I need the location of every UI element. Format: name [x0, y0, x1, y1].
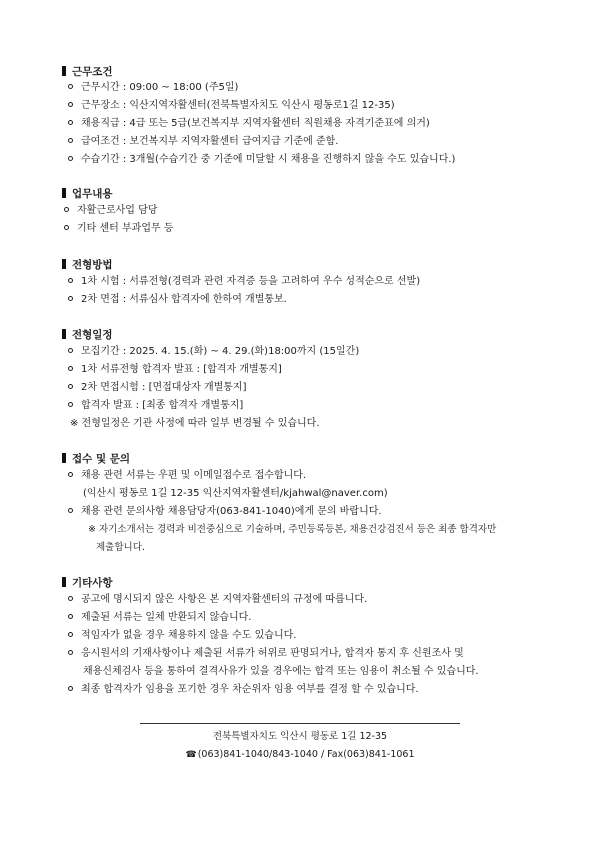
circle-bullet-icon — [68, 650, 73, 655]
square-bullet-icon — [62, 453, 66, 463]
footer-divider — [140, 723, 460, 724]
section-heading-miscellaneous — [62, 575, 113, 589]
section-heading-selection-method — [62, 257, 113, 271]
list-item — [68, 275, 420, 289]
circle-bullet-icon — [68, 278, 73, 283]
list-item-text: 제출된 서류는 일체 반환되지 않습니다. — [81, 612, 252, 623]
circle-bullet-icon — [68, 402, 73, 407]
circle-bullet-icon — [68, 366, 73, 371]
section-title: 접수 및 문의 — [72, 452, 131, 465]
list-item-text: 급여조건 : 보건복지부 지역자활센터 급여지급 기준에 준함. — [81, 136, 339, 147]
square-bullet-icon — [62, 329, 66, 339]
list-item — [64, 204, 157, 218]
footer-contact — [0, 748, 600, 762]
list-item — [68, 469, 306, 483]
list-item-text: 공고에 명시되지 않은 사항은 본 지역자활센터의 규정에 따릅니다. — [81, 594, 368, 605]
list-item — [68, 363, 282, 377]
circle-bullet-icon — [68, 596, 73, 601]
circle-bullet-icon — [64, 207, 69, 212]
circle-bullet-icon — [68, 156, 73, 161]
list-item-text: 합격자 발표 : [최종 합격자 개별통지] — [81, 400, 244, 411]
list-item — [68, 345, 359, 359]
circle-bullet-icon — [68, 84, 73, 89]
section-heading-work-conditions — [62, 64, 113, 78]
list-item-text: 1차 서류전형 합격자 발표 : [합격자 개별통지] — [81, 364, 282, 375]
list-item — [68, 683, 419, 697]
list-item-text: 수습기간 : 3개월(수습기간 중 기준에 미달할 시 채용을 진행하지 않을 수도 있습니다.) — [81, 154, 456, 165]
list-item-text: 2차 면접 : 서류심사 합격자에 한하여 개별통보. — [81, 294, 287, 305]
list-item — [68, 293, 287, 307]
list-item-text: 적임자가 없을 경우 채용하지 않을 수도 있습니다. — [81, 630, 297, 641]
circle-bullet-icon — [64, 225, 69, 230]
list-item — [68, 153, 455, 167]
list-item — [68, 117, 430, 131]
list-item — [68, 505, 382, 519]
list-item-text: 기타 센터 부과업무 등 — [77, 223, 174, 234]
list-item — [68, 593, 367, 607]
phone-icon: ☎ — [185, 750, 197, 760]
list-item — [68, 135, 338, 149]
list-item — [68, 629, 296, 643]
section-title: 전형일정 — [72, 328, 113, 341]
address-line: (익산시 평동로 1길 12-35 익산지역자활센터/kjahwal@naver.com) — [83, 488, 388, 499]
documents-note-continued: 제출합니다. — [96, 542, 145, 553]
list-item-text: 모집기간 : 2025. 4. 15.(화) ~ 4. 29.(화)18:00까지 (15일간) — [81, 346, 360, 357]
square-bullet-icon — [62, 188, 66, 198]
circle-bullet-icon — [68, 632, 73, 637]
list-item — [68, 647, 464, 661]
circle-bullet-icon — [68, 120, 73, 125]
circle-bullet-icon — [68, 102, 73, 107]
list-item-text: 채용 관련 서류는 우편 및 이메일접수로 접수합니다. — [81, 470, 307, 481]
list-item-text: 근무시간 : 09:00 ~ 18:00 (주5일) — [81, 82, 239, 93]
circle-bullet-icon — [68, 614, 73, 619]
footer-contact-text: (063)841-1040/843-1040 / Fax(063)841-1061 — [197, 749, 415, 760]
circle-bullet-icon — [68, 472, 73, 477]
list-item-text: 2차 면접시험 : [면접대상자 개별통지] — [81, 382, 247, 393]
circle-bullet-icon — [68, 348, 73, 353]
section-title: 업무내용 — [72, 187, 113, 200]
documents-note: ※ 자기소개서는 경력과 비전중심으로 기술하며, 주민등록등본, 채용건강검진서 등은 최종 합격자만 — [88, 524, 497, 535]
square-bullet-icon — [62, 577, 66, 587]
circle-bullet-icon — [68, 686, 73, 691]
list-item — [68, 399, 243, 413]
section-title: 기타사항 — [72, 576, 113, 589]
circle-bullet-icon — [68, 508, 73, 513]
list-item — [68, 611, 251, 625]
list-item-text: 채용직급 : 4급 또는 5급(보건복지부 지역자활센터 직원채용 자격기준표에 의거) — [81, 118, 430, 129]
list-item-text: 근무장소 : 익산지역자활센터(전북특별자치도 익산시 평동로1길 12-35) — [81, 100, 395, 111]
list-item-text: 최종 합격자가 임용을 포기한 경우 차순위자 임용 여부를 결정 할 수 있습니다. — [81, 684, 419, 695]
list-item — [64, 222, 173, 236]
section-heading-application-inquiry — [62, 451, 130, 465]
section-title: 근무조건 — [72, 65, 113, 78]
list-item-continued: 채용신체검사 등을 통하여 결격사유가 있을 경우에는 합격 또는 임용이 취소될 수 있습니다. — [83, 666, 479, 677]
list-item — [68, 381, 247, 395]
list-item — [68, 81, 238, 95]
circle-bullet-icon — [68, 138, 73, 143]
section-title: 전형방법 — [72, 258, 113, 271]
list-item — [68, 99, 395, 113]
square-bullet-icon — [62, 66, 66, 76]
square-bullet-icon — [62, 259, 66, 269]
list-item-text: 자활근로사업 담당 — [77, 205, 158, 216]
section-heading-job-description — [62, 186, 113, 200]
footer-address: 전북특별자치도 익산시 평동로 1길 12-35 — [212, 731, 388, 742]
circle-bullet-icon — [68, 296, 73, 301]
list-item-text: 1차 시험 : 서류전형(경력과 관련 자격증 등을 고려하여 우수 성적순으로 선발) — [81, 276, 421, 287]
circle-bullet-icon — [68, 384, 73, 389]
section-heading-selection-schedule — [62, 327, 113, 341]
list-item-text: 채용 관련 문의사항 채용담당자(063-841-1040)에게 문의 바랍니다. — [81, 506, 382, 517]
schedule-note: ※ 전형일정은 기관 사정에 따라 일부 변경될 수 있습니다. — [70, 418, 320, 429]
list-item-text: 응시원서의 기재사항이나 제출된 서류가 허위로 판명되거나, 합격자 통지 후 신원조사 및 — [81, 648, 464, 659]
